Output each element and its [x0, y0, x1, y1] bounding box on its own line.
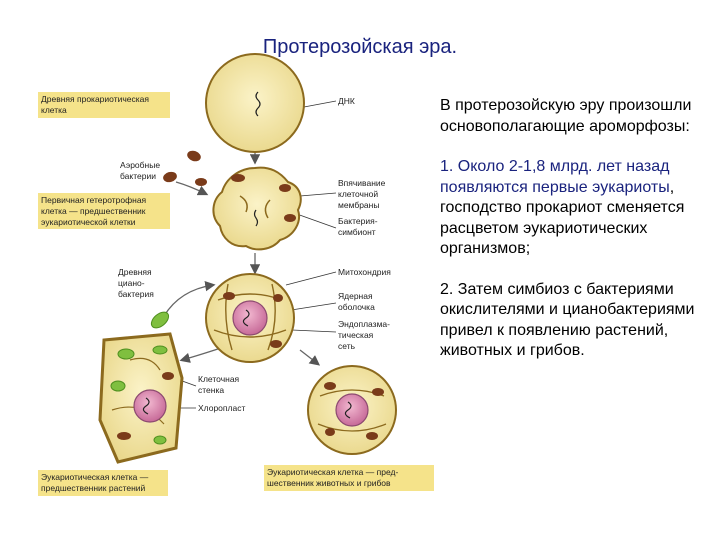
label-line: стенка [198, 385, 225, 395]
label-er [338, 319, 390, 351]
label-membrane-invagination [338, 178, 386, 210]
label-line: Древняя [118, 267, 152, 277]
animal-fungi-precursor-cell [308, 366, 396, 454]
aerobic-bacteria [162, 149, 207, 186]
label-cell-wall [198, 374, 240, 395]
label-line: Эндоплазма- [338, 319, 390, 329]
label-line: Впячивание [338, 178, 386, 188]
box-line: клетка [41, 105, 67, 115]
early-eukaryote-cell [206, 274, 294, 362]
description-text [440, 96, 710, 382]
box-primary-heterotroph [38, 193, 170, 229]
label-line: Бактерия- [338, 216, 378, 226]
label-ancient-cyanobacterium [118, 267, 154, 299]
box-plant-precursor [38, 470, 168, 496]
label-line: Аэробные [120, 160, 161, 170]
box-line: Эукариотическая клетка — пред- [267, 467, 399, 477]
box-line: эукариотической клетки [41, 217, 136, 227]
box-line: шественник животных и грибов [267, 478, 391, 488]
box-animal-fungi-precursor [264, 465, 434, 491]
label-aerobic-bacteria [120, 160, 160, 181]
box-ancient-prokaryote [38, 92, 170, 118]
point-1-highlight: 1. Около 2-1,8 млрд. лет назад появляются первые эукариоты [440, 158, 670, 196]
heterotroph-cell [213, 168, 300, 250]
point-1-paragraph [440, 157, 710, 260]
label-line: бактерия [118, 289, 154, 299]
prokaryote-cell [206, 54, 304, 152]
point-2-paragraph: 2. Затем симбиоз с бактериями окислителями и цианобактериями привел к появлению растений, животных и грибов. [440, 280, 695, 359]
box-line: предшественник растений [41, 483, 146, 493]
label-line: симбионт [338, 227, 376, 237]
label-line: тическая [338, 330, 374, 340]
label-line: Ядерная [338, 291, 373, 301]
label-line: бактерии [120, 171, 156, 181]
label-line: сеть [338, 341, 356, 351]
label-bacterium-symbiont [338, 216, 378, 237]
cyanobacterium [148, 309, 171, 331]
box-line: Первичная гетеротрофная [41, 195, 147, 205]
label-line: оболочка [338, 302, 375, 312]
label-dna: ДНК [338, 96, 355, 106]
box-line: Древняя прокариотическая [41, 94, 149, 104]
label-line: Клеточная [198, 374, 240, 384]
label-line: циано- [118, 278, 145, 288]
label-nuclear-envelope [338, 291, 375, 312]
page-title: Протерозойская эра. [262, 36, 458, 58]
label-line: мембраны [338, 200, 380, 210]
box-line: клетка — предшественник [41, 206, 146, 216]
label-line: клеточной [338, 189, 379, 199]
box-line: Эукариотическая клетка — [41, 472, 149, 482]
label-chloroplast: Хлоропласт [198, 403, 246, 413]
label-mitochondria: Митохондрия [338, 267, 391, 277]
point-1-rest: , господство прокариот сменяется расцветом эукариотических организмов; [440, 178, 685, 257]
intro-paragraph: В протерозойскую эру произошли основополагающие ароморфозы: [440, 97, 692, 135]
plant-precursor-cell [100, 334, 182, 462]
